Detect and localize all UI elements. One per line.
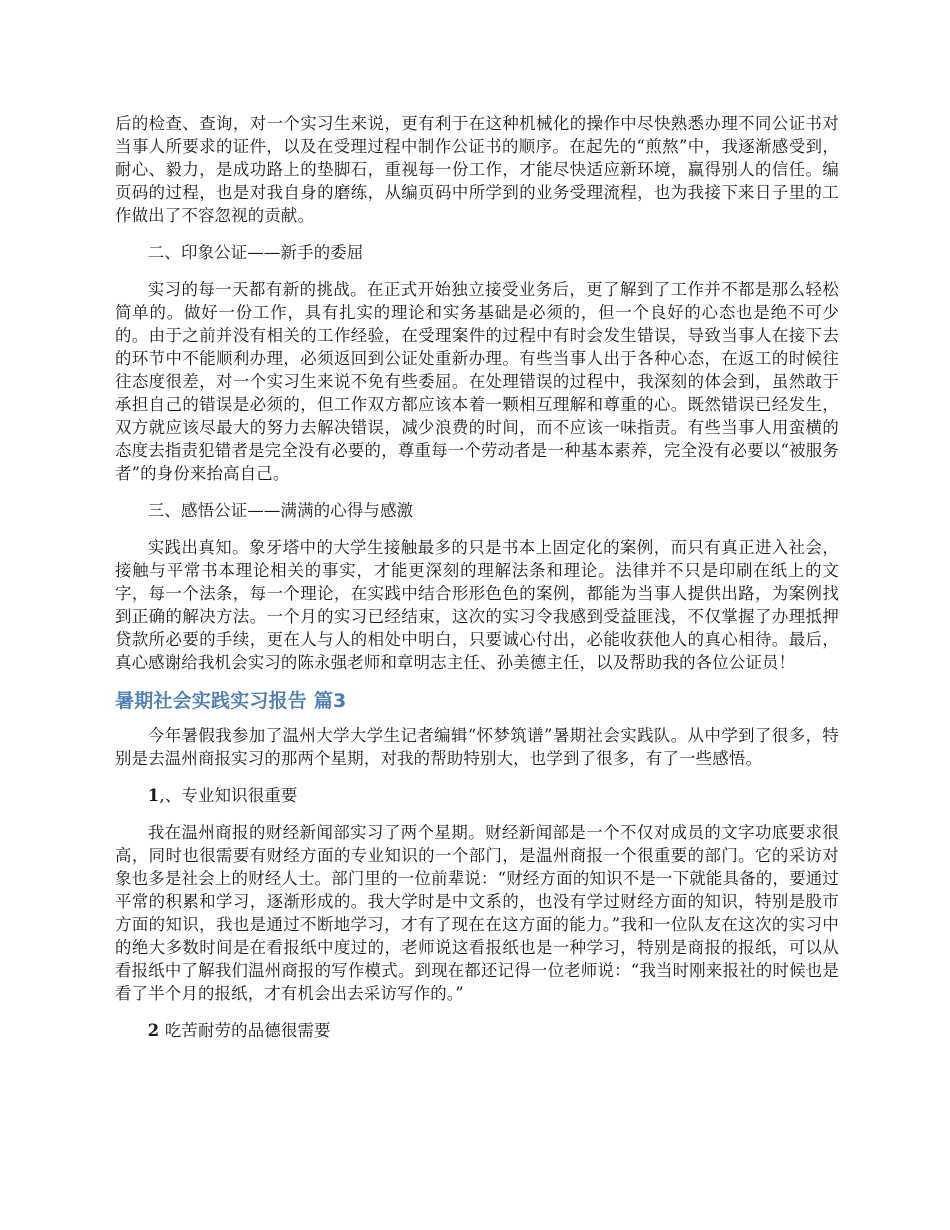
- document-page: [115, 112, 839, 1056]
- paragraph-summer-intro: 今年暑假我参加了温州大学大学生记者编辑“怀梦筑谱”暑期社会实践队。从中学到了很多，特别是去温州商报实习的那两个星期，对我的帮助特别大，也学到了很多，有了一些感悟。: [115, 726, 839, 768]
- paragraph-impression: 实习的每一天都有新的挑战。在正式开始独立接受业务后，更了解到了工作并不都是那么轻松简单的。做好一份工作，具有扎实的理论和实务基础是必须的，但一个良好的心态也是绝不可少的。由于之前并没有相关的工作经验，在受理案件的过程中有时会发生错误，导致当事人在接下去的环节中不能顺利办理，必须返回到公证处重新办理。有些当事人出于各种心态，在返工的时候往往态度很差，对一个实习生来说不免有些委屈。在处理错误的过程中，我深刻的体会到，虽然敢于承担自己的错误是必须的，但工作双方都应该本着一颗相互理解和尊重的心。既然错误已经发生，双方就应该尽最大的努力去解决错误，减少浪费的时间，而不应该一味指责。有些当事人用蛮横的态度去指责犯错者是完全没有必要的，尊重每一个劳动者是一种基本素养，完全没有必要以“被服务者”的身份来抬高自己。: [115, 280, 839, 483]
- paragraph-professional-knowledge: 我在温州商报的财经新闻部实习了两个星期。财经新闻部是一个不仅对成员的文字功底要求很高，同时也很需要有财经方面的专业知识的一个部门，是温州商报一个很重要的部门。它的采访对象也多是社会上的财经人士。部门里的一位前辈说：“财经方面的知识不是一下就能具备的，要通过平常的积累和学习，逐渐形成的。我大学时是中文系的，也没有学过财经方面的知识，特别是股市方面的知识，我也是通过不断地学习，才有了现在在这方面的能力。”我和一位队友在这次的实习中的绝大多数时间是在看报纸中度过的，老师说这看报纸也是一种学习，特别是商报的报纸，可以从看报纸中了解我们温州商报的写作模式。到现在都还记得一位老师说：“我当时刚来报社的时候也是看了半个月的报纸，才有机会出去采访写作的。”: [115, 823, 839, 1003]
- heading-reflection: 三、感悟公证——满满的心得与感激: [147, 501, 414, 520]
- intro-paragraph: 后的检查、查询，对一个实习生来说，更有利于在这种机械化的操作中尽快熟悉办理不同公证书对当事人所要求的证件，以及在受理过程中制作公证书的顺序。在起先的“煎熬”中，我逐渐感受到，耐心、毅力，是成功路上的垫脚石，重视每一份工作，才能尽快适应新环境，赢得别人的信任。编页码的过程，也是对我自身的磨练，从编页码中所学到的业务受理流程，也为我接下来日子里的工作做出了不容忽视的贡献。: [115, 114, 839, 225]
- item-2-number: 2: [147, 1021, 160, 1040]
- item-2-heading: [115, 1019, 839, 1042]
- heading-impression: 二、印象公证——新手的委屈: [147, 243, 364, 262]
- item-1-heading: [115, 784, 839, 807]
- item-2-text: 吃苦耐劳的品德很需要: [159, 1021, 331, 1040]
- paragraph-reflection: 实践出真知。象牙塔中的大学生接触最多的只是书本上固定化的案例，而只有真正进入社会，接触与平常书本理论相关的事实，才能更深刻的理解法条和理论。法律并不只是印刷在纸上的文字，每一个法条，每一个理论，在实践中结合形形色色的案例，都能为当事人提供出路，为案例找到正确的解决方法。一个月的实习已经结束，这次的实习令我感到受益匪浅，不仅掌握了办理抵押贷款所必要的手续，更在人与人的相处中明白，只要诚心付出，必能收获他人的真心相待。最后，真心感谢给我机会实习的陈永强老师和章明志主任、孙美德主任，以及帮助我的各位公证员！: [115, 538, 839, 672]
- item-1-number: 1: [147, 786, 160, 805]
- item-1-text: ,、专业知识很重要: [159, 786, 298, 805]
- section-title: 暑期社会实践实习报告 篇3: [115, 690, 347, 712]
